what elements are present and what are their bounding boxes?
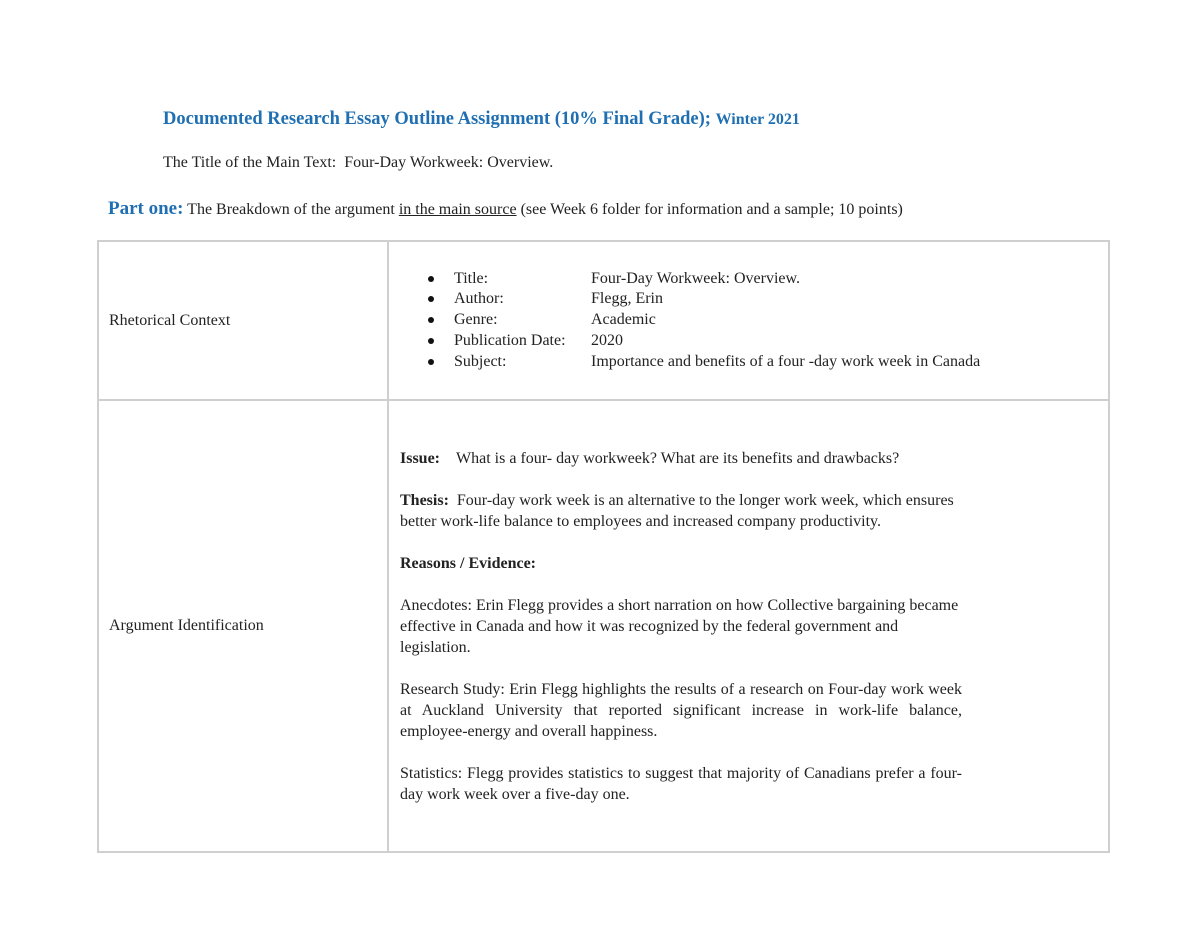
main-text-title-line — [163, 154, 553, 172]
rhetorical-context-cell — [388, 241, 1109, 400]
anecdotes-paragraph: Anecdotes: Erin Flegg provides a short narration on how Collective bargaining became effective in Canada and how it was recognized by the federal government and legislation. — [400, 596, 959, 656]
list-item-title — [399, 269, 1108, 290]
part-one-heading — [108, 198, 903, 220]
part-one-text-after: (see Week 6 folder for information and a sample; 10 points) — [520, 201, 903, 218]
argument-content — [389, 448, 962, 805]
part-one-text-before: The Breakdown of the argument — [187, 201, 395, 218]
issue-text: What is a four- day workweek? What are its benefits and drawbacks? — [456, 449, 900, 467]
issue-paragraph — [400, 448, 962, 469]
statistics-paragraph: Statistics: Flegg provides statistics to suggest that majority of Canadians prefer a four-day work week over a five-day one. — [400, 764, 962, 803]
list-item-author — [399, 289, 1108, 310]
item-value: Four-Day Workweek: Overview. — [591, 269, 800, 287]
part-one-label: Part one: — [108, 198, 184, 219]
rhetorical-context-label-text: Rhetorical Context — [109, 311, 231, 329]
list-item-subject — [399, 352, 1108, 373]
item-value: 2020 — [591, 331, 623, 349]
argument-identification-label-text: Argument Identification — [109, 617, 264, 634]
part-one-underlined-text: in the main source — [398, 201, 517, 218]
issue-label: Issue: — [400, 449, 441, 467]
item-key: Publication Date: — [454, 331, 566, 349]
term-label: Winter 2021 — [715, 111, 800, 128]
item-value: Importance and benefits of a four -day work week in Canada — [591, 352, 981, 370]
main-text-value: Four-Day Workweek: Overview. — [344, 154, 554, 171]
item-value: Academic — [591, 311, 656, 329]
item-key: Author: — [454, 290, 504, 308]
item-key: Genre: — [454, 311, 498, 329]
document-title-text: Documented Research Essay Outline Assignment (10% Final Grade); — [163, 109, 711, 129]
rhetorical-context-list — [389, 269, 1108, 373]
thesis-text: Four-day work week is an alternative to the longer work week, which ensures better work-life balance to employees and increased company productivity. — [400, 491, 954, 530]
table-row-argument-identification — [98, 400, 1109, 852]
list-item-genre — [399, 310, 1108, 331]
argument-identification-cell — [388, 400, 1109, 852]
reasons-heading: Reasons / Evidence: — [400, 554, 536, 572]
research-study-paragraph: Research Study: Erin Flegg highlights the results of a research on Four-day work week at Auckland University that reported significant increase in work-life balance, employee-energy and overall happiness. — [400, 680, 962, 740]
thesis-label: Thesis: — [400, 491, 449, 509]
document-title — [163, 109, 800, 130]
list-item-publication-date — [399, 331, 1108, 352]
item-value: Flegg, Erin — [591, 290, 663, 308]
item-key: Title: — [454, 269, 489, 287]
rhetorical-context-label — [98, 241, 388, 400]
argument-identification-label — [98, 400, 388, 852]
table-row-rhetorical-context — [98, 241, 1109, 400]
main-text-label: The Title of the Main Text: — [163, 154, 337, 171]
thesis-paragraph — [400, 490, 962, 532]
argument-breakdown-table — [97, 240, 1110, 853]
item-key: Subject: — [454, 352, 507, 370]
